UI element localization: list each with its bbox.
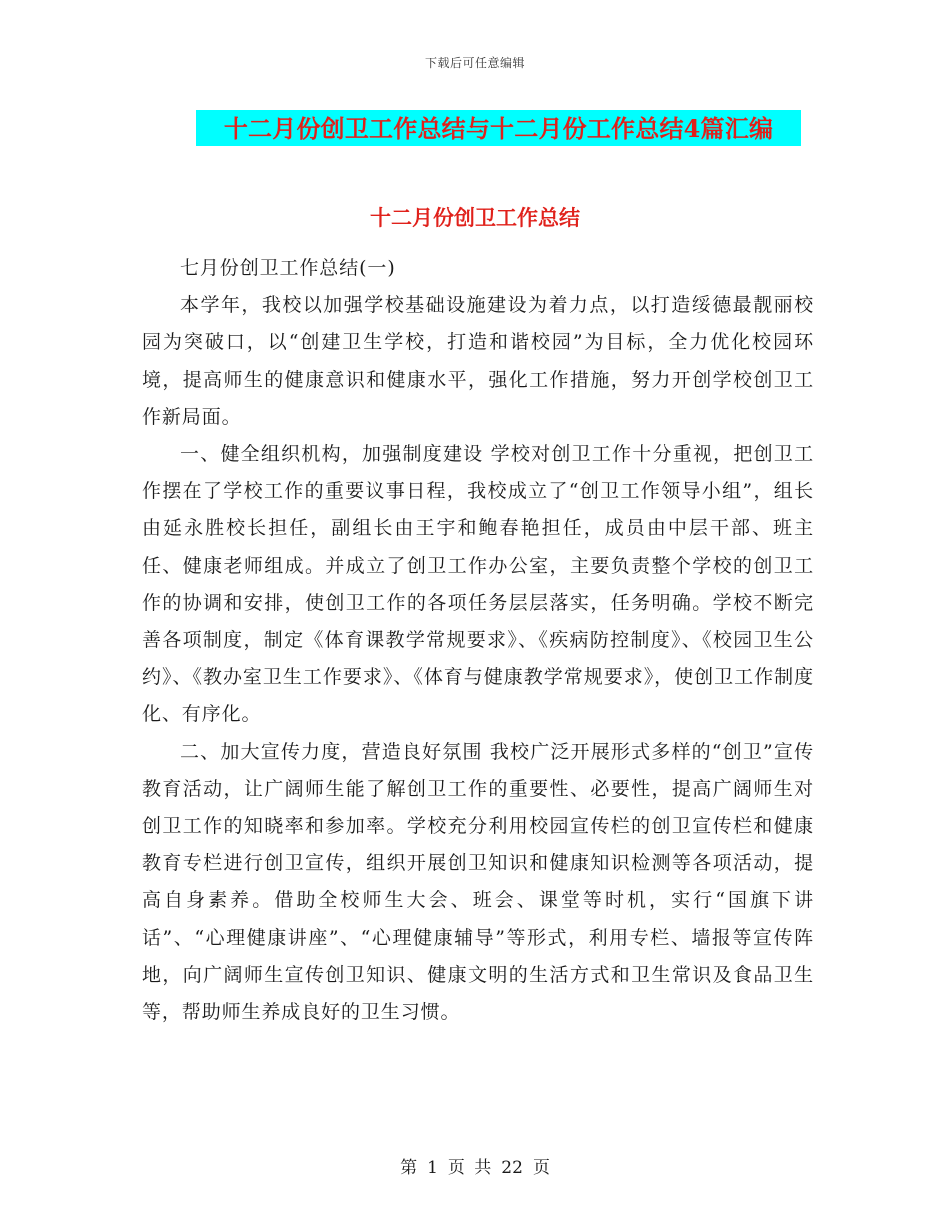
page-suffix: 页 (532, 1158, 550, 1178)
paragraph-section-2: 二、加大宣传力度，营造良好氛围 我校广泛开展形式多样的“创卫”宣传教育活动，让广阔师生能了解创卫工作的重要性、必要性，提高广阔师生对创卫工作的知晓率和参加率。学校充分利用校园宣传栏的创卫宣传栏和健康教育专栏进行创卫宣传，组织开展创卫知识和健康知识检测等各项活动，提高自身素养。借助全校师生大会、班会、课堂等时机，实行“国旗下讲话”、“心理健康讲座”、“心理健康辅导”等形式，利用专栏、墙报等宣传阵地，向广阔师生宣传创卫知识、健康文明的生活方式和卫生常识及食品卫生等，帮助师生养成良好的卫生习惯。 (142, 740, 814, 1024)
page-number: 1 (427, 1158, 438, 1178)
paragraph-subheading: 七月份创卫工作总结(一) (180, 257, 396, 279)
header-note: 下载后可任意编辑 (424, 56, 525, 70)
page-footer (0, 1153, 950, 1178)
page-total: 22 (501, 1158, 523, 1178)
section-title: 十二月份创卫工作总结 (370, 205, 580, 230)
page-prefix: 第 (400, 1158, 418, 1178)
document-body (142, 250, 814, 1031)
paragraph-section-1: 一、健全组织机构，加强制度建设 学校对创卫工作十分重视，把创卫工作摆在了学校工作的重要议事日程，我校成立了“创卫工作领导小组”，组长由延永胜校长担任，副组长由王宇和鲍春艳担任，成员由中层干部、班主任、健康老师组成。并成立了创卫工作办公室，主要负责整个学校的创卫工作的协调和安排，使创卫工作的各项任务层层落实，任务明确。学校不断完善各项制度，制定《体育课教学常规要求》、《疾病防控制度》、《校园卫生公约》、《教办室卫生工作要求》、《体育与健康教学常规要求》，使创卫工作制度化、有序化。 (142, 443, 814, 726)
paragraph-intro: 本学年，我校以加强学校基础设施建设为着力点，以打造绥德最靓丽校园为突破口，以“创建卫生学校，打造和谐校园”为目标，全力优化校园环境，提高师生的健康意识和健康水平，强化工作措施，努力开创学校创卫工作新局面。 (142, 294, 814, 428)
document-title: 十二月份创卫工作总结与十二月份工作总结4篇汇编 (223, 114, 774, 143)
page-middle: 页 共 (447, 1158, 492, 1178)
